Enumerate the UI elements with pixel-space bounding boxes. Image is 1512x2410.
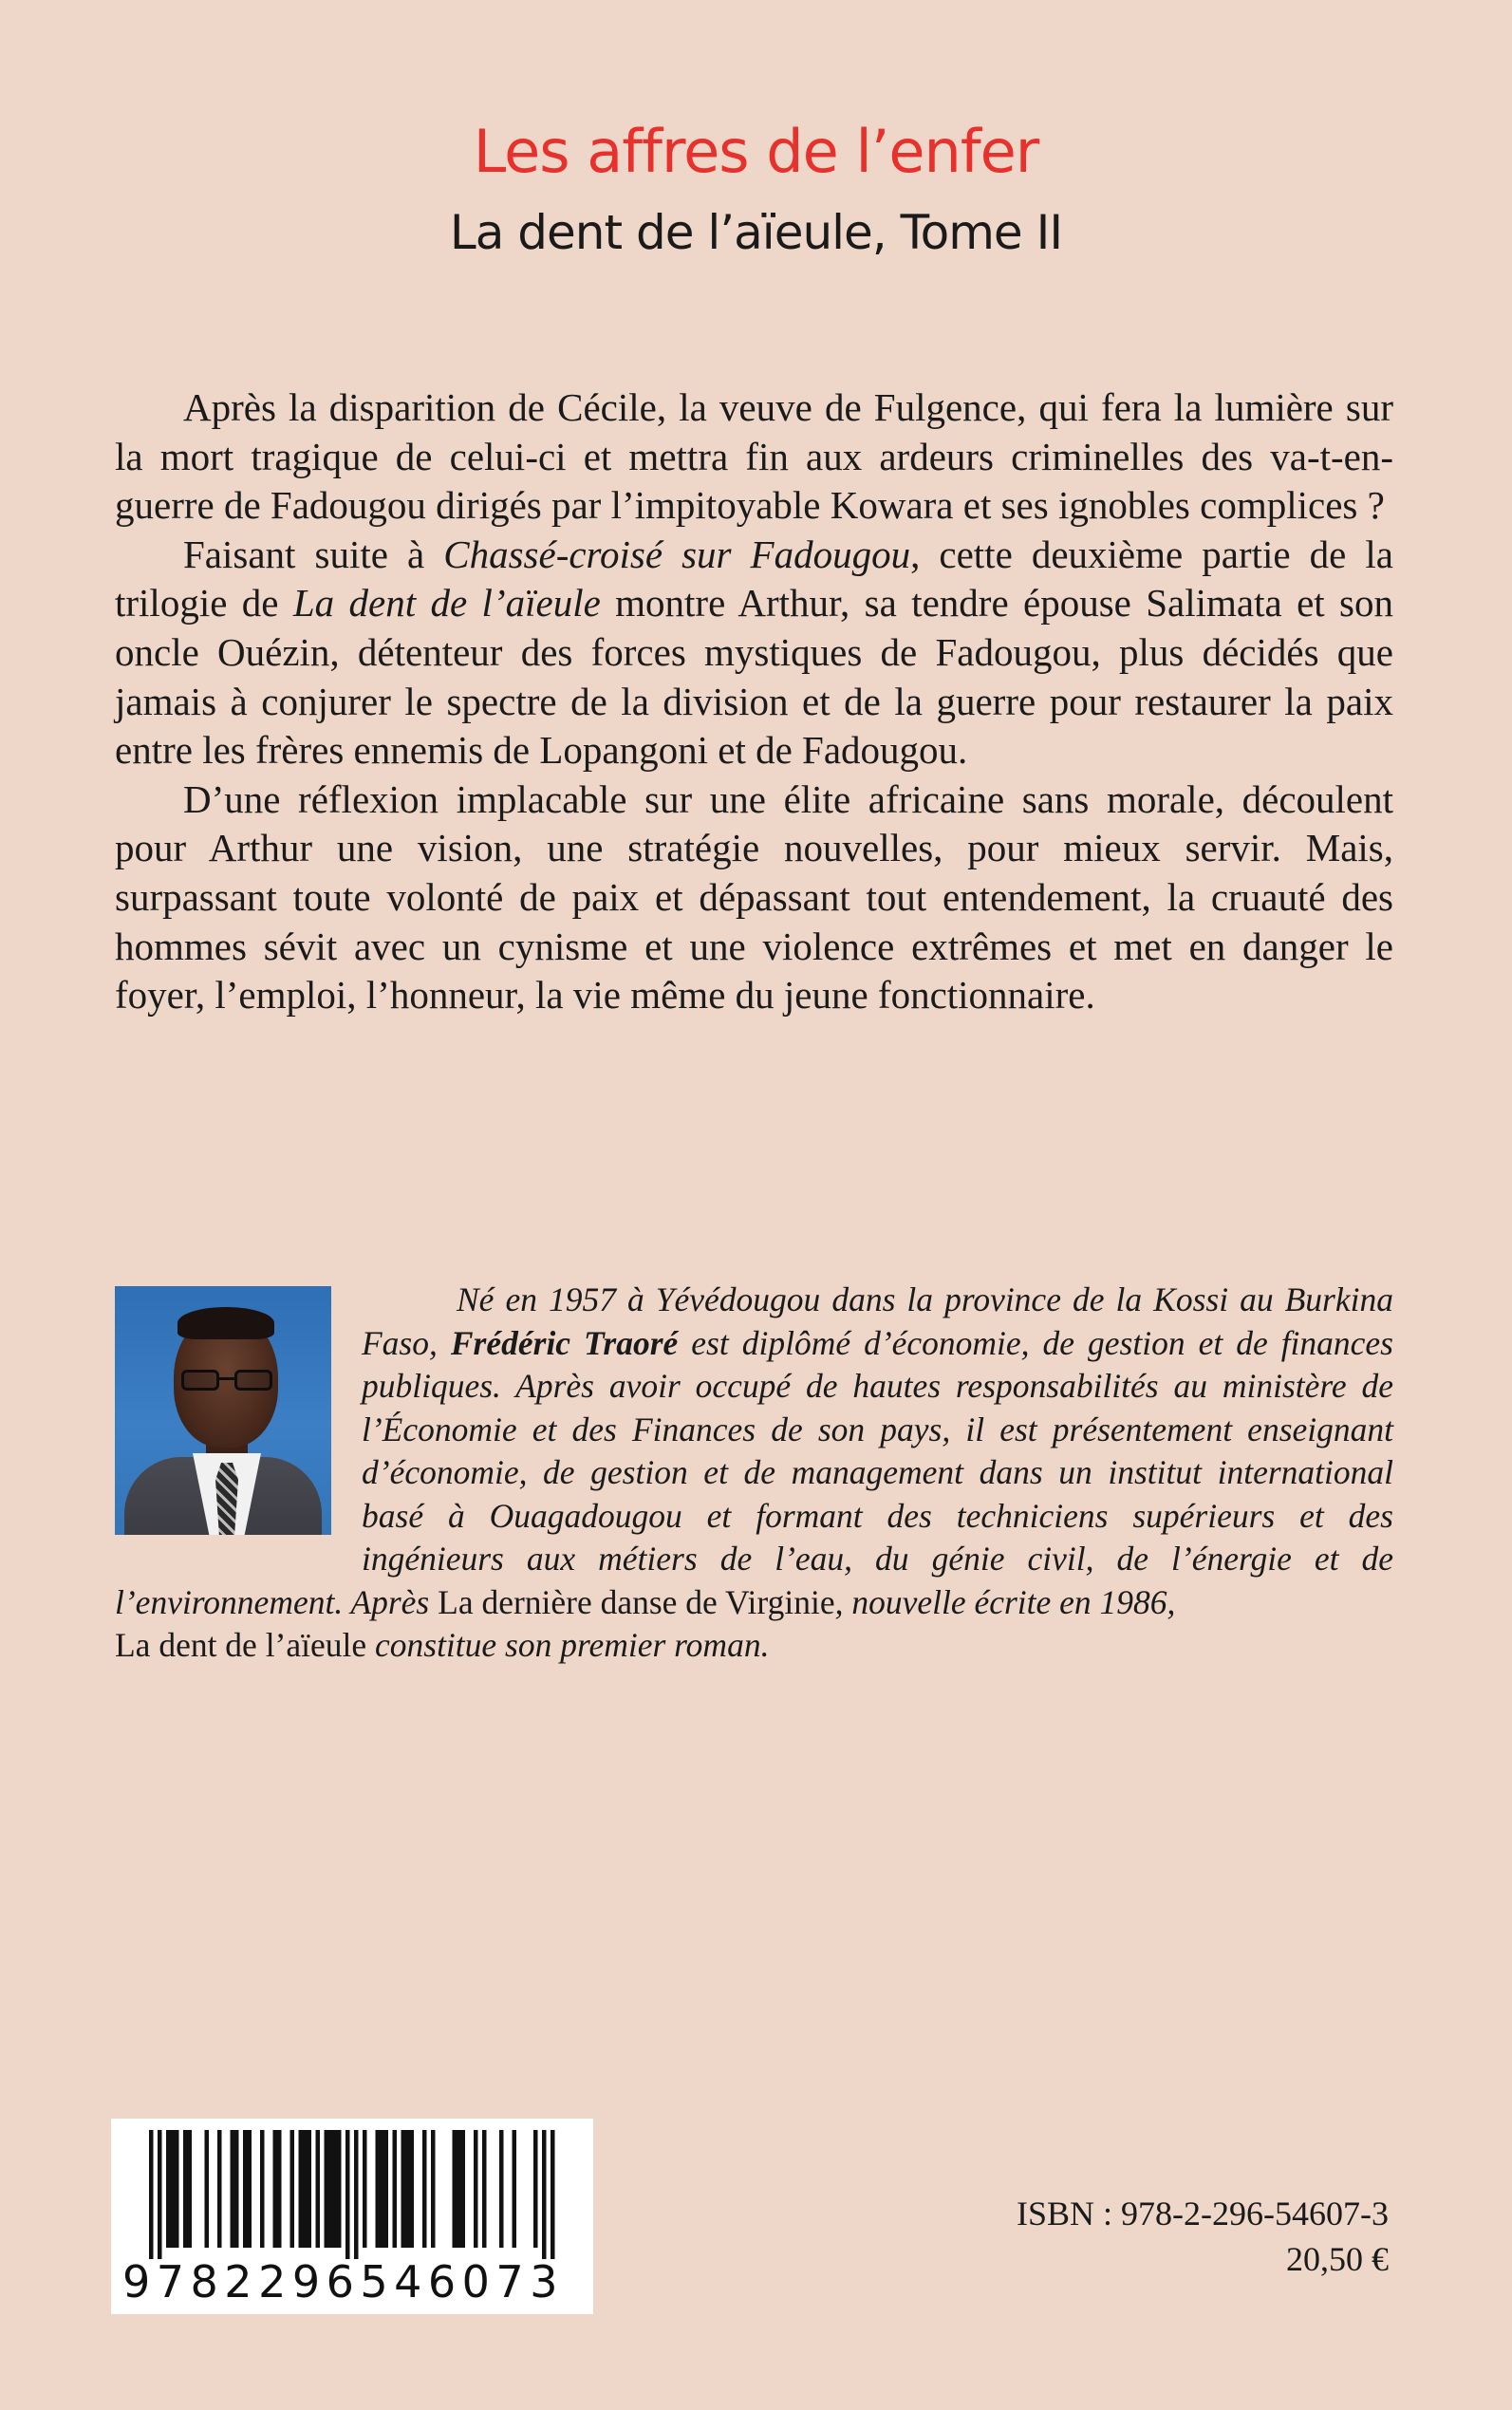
barcode-bar <box>533 2130 538 2248</box>
price: 20,50 € <box>1286 2240 1389 2278</box>
barcode-bar <box>328 2130 333 2248</box>
barcode-bar <box>290 2130 295 2248</box>
blurb-p2-text-c: montre Arthur, sa tendre épouse Salimata et son oncle Ouézin, détenteur des forces mystiques de Fadougou, plus décidés que jamais à conjurer le spectre de la division et de la guerre pour restaurer la paix entre les frères ennemis de Lopangoni et de Fadougou. <box>115 581 1393 773</box>
barcode-bar <box>248 2130 252 2248</box>
bio-text-b: est diplômé d’économie, de gestion et de finances publiques. Après avoir occupé de hautes responsabilités au ministère de l’Économie et des Finances de son pays, il est présentement enseignant d’économie, de gestion et de management dans un institut international basé à Ouagadougou et formant des techniciens supérieurs et des ingénieurs aux métiers de l’eau, du génie civil, de l’énergie et de l’environnement. Après <box>115 1323 1393 1621</box>
barcode-bar <box>474 2130 478 2248</box>
barcode-bar <box>234 2130 239 2248</box>
barcode-bar <box>308 2130 312 2248</box>
barcode-bar <box>482 2130 487 2248</box>
blurb-paragraph-3: D’une réflexion implacable sur une élite africaine sans morale, découlent pour Arthur une vision, une stratégie nouvelles, pour mieux servir. Mais, surpassant toute volonté de paix et dépassant tout entendement, la cruauté des hommes sévit avec un cynisme et une violence extrêmes et met en danger le foyer, l’emploi, l’honneur, la vie même du jeune fonctionnaire. <box>115 776 1393 1018</box>
barcode-bar <box>345 2130 350 2259</box>
barcode-bar <box>325 2130 329 2248</box>
bio-text-d: constitue son premier roman. <box>366 1626 770 1664</box>
bio-book-1: La dernière danse de Virginie <box>438 1582 835 1621</box>
barcode-bar <box>431 2130 436 2248</box>
barcode-bar <box>188 2130 193 2248</box>
barcode-bar <box>457 2130 461 2248</box>
author-photo <box>115 1286 331 1535</box>
blurb-p2-title-1: Chassé-croisé sur Fadougou <box>443 532 911 576</box>
barcode-bar <box>166 2130 171 2248</box>
blurb-paragraph-1: Après la disparition de Cécile, la veuve de Fulgence, qui fera la lumière sur la mort tragique de celui-ci et mettra fin aux ardeurs criminelles des va-t-en-guerre de Fadougou dirigés par l’impitoyable Kowara et ses ignobles complices ? <box>115 385 1393 528</box>
bio-text-a: Né en 1957 à Yévédougou dans la province de la Kossi au Burkina Faso, <box>362 1280 1393 1362</box>
barcode-bar <box>376 2130 381 2248</box>
barcode-bar <box>401 2130 406 2248</box>
barcode-bars <box>111 2119 593 2261</box>
barcode-bar <box>363 2130 367 2248</box>
barcode-bar <box>461 2130 466 2248</box>
barcode-bar <box>337 2130 342 2248</box>
blurb <box>115 383 1393 1020</box>
blurb-paragraph-2 <box>115 531 1393 775</box>
book-subtitle: La dent de l’aïeule, Tome II <box>449 205 1063 260</box>
barcode-bar <box>217 2130 222 2248</box>
barcode-bar <box>422 2130 427 2248</box>
barcode-bar <box>149 2130 154 2259</box>
barcode-bar <box>499 2130 504 2248</box>
barcode-bar <box>260 2130 265 2248</box>
blurb-p2-text-b: , cette deuxième partie de la trilogie de <box>115 532 1393 626</box>
barcode-bar <box>405 2130 410 2248</box>
barcode-bar <box>273 2130 278 2248</box>
barcode-bar <box>384 2130 389 2248</box>
barcode-bar <box>513 2130 517 2248</box>
barcode-bar <box>380 2130 384 2248</box>
barcode-bar <box>231 2130 235 2248</box>
barcode-bar <box>299 2130 304 2248</box>
barcode-bar <box>175 2130 179 2248</box>
barcode-bar <box>158 2130 162 2259</box>
barcode-bar <box>542 2130 547 2259</box>
barcode-bar <box>183 2130 188 2248</box>
barcode-bar <box>205 2130 210 2248</box>
barcode-bar <box>171 2130 176 2248</box>
barcode-bar <box>354 2130 359 2259</box>
barcode-bar <box>410 2130 415 2248</box>
barcode-bar <box>551 2130 555 2259</box>
barcode-bar <box>393 2130 398 2248</box>
barcode-bar <box>316 2130 321 2248</box>
isbn: ISBN : 978-2-296-54607-3 <box>1017 2195 1389 2233</box>
barcode-bar <box>333 2130 338 2248</box>
barcode-bar <box>303 2130 308 2248</box>
barcode-bar <box>277 2130 282 2248</box>
barcode <box>111 2119 593 2314</box>
book-title: Les affres de l’enfer <box>473 117 1039 186</box>
blurb-p2-title-2: La dent de l’aïeule <box>292 581 601 626</box>
barcode-bar <box>453 2130 457 2248</box>
bio-text-c: , nouvelle écrite en 1986, <box>834 1582 1176 1621</box>
blurb-p2-text-a: Faisant suite à <box>183 532 444 576</box>
bio-book-2: La dent de l’aïeule <box>115 1626 367 1664</box>
author-name: Frédéric Traoré <box>450 1323 679 1362</box>
barcode-digits: 9782296546073 <box>122 2256 564 2307</box>
author-bio <box>115 1279 1393 1668</box>
barcode-bar <box>243 2130 248 2248</box>
